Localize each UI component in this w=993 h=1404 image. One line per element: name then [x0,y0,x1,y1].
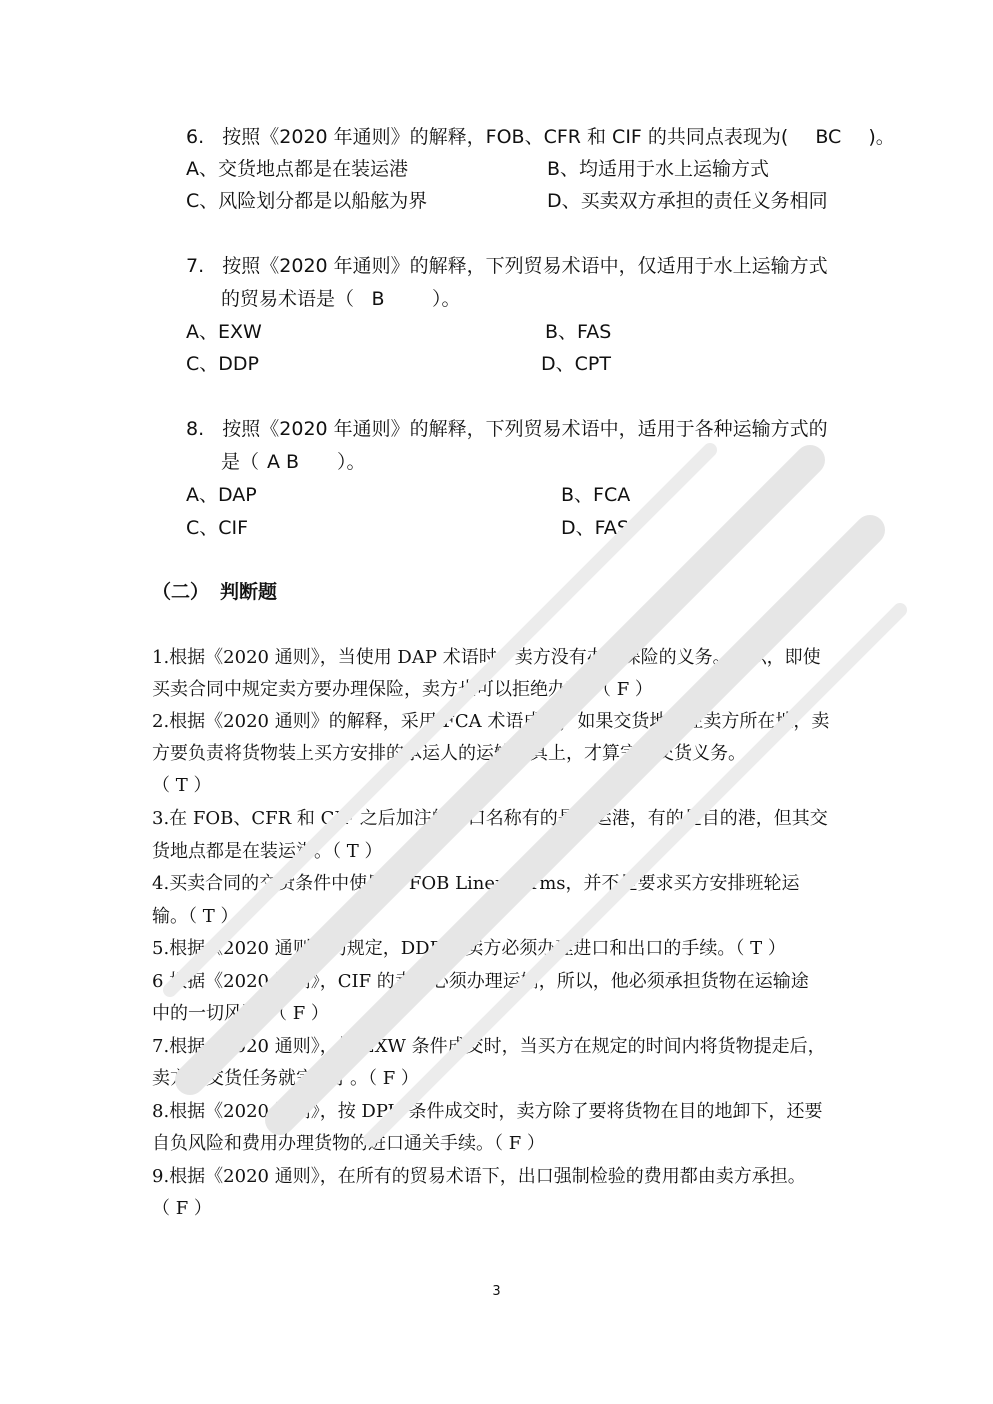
q7-text-line1: 按照《2020 年通则》的解释，下列贸易术语中，仅适用于水上运输方式 [222,255,828,277]
q6-stem [186,124,895,150]
q8-number: 8. [186,418,205,440]
q6-text-before: 按照《2020 年通则》的解释，FOB、CFR 和 CIF 的共同点表现为( [222,126,789,148]
q7-text-after: ）。 [432,288,461,310]
q6-option-c: C、风险划分都是以船舷为界 [186,190,428,212]
section-title: 判断题 [220,581,278,603]
judgment-1-line2: 买卖合同中规定卖方要办理保险，卖方也可以拒绝办理。（ F ） [152,679,653,700]
judgment-3-line2: 货地点都是在装运港。（ T ） [152,841,383,862]
q7-stem-line1 [186,253,828,279]
q8-answer: A B [266,451,300,473]
q7-option-b: B、FAS [545,321,612,343]
q7-option-a: A、EXW [186,321,262,343]
judgment-4-line2: 输。（ T ） [152,906,239,927]
q7-answer: B [371,288,385,310]
judgment-9-line2: （ F ） [152,1198,212,1219]
q8-option-a: A、DAP [186,484,257,506]
section-number: （二） [152,581,210,603]
judgment-3-line1: 3.在 FOB、CFR 和 CIF 之后加注的港口名称有的是装运港，有的是目的港，但其交 [152,808,828,829]
q8-option-d: D、FAS [561,517,629,539]
q8-stem-line2 [221,449,366,475]
judgment-2-line2: 方要负责将货物装上买方安排的承运人的运输工具上，才算完成交货义务。 [152,743,746,764]
q8-text-after: ）。 [337,451,366,473]
judgment-7-line1: 7.根据《2020 通则》，按 EXW 条件成交时，当买方在规定的时间内将货物提走后， [152,1036,826,1057]
q8-text-line1: 按照《2020 年通则》的解释，下列贸易术语中，适用于各种运输方式的 [222,418,828,440]
q8-stem-line1 [186,416,828,442]
judgment-5-line1: 5.根据《2020 通则》的规定，DDP 的卖方必须办理进口和出口的手续。（ T ） [152,938,786,959]
q7-stem-line2 [221,286,461,312]
q6-option-a: A、交货地点都是在装运港 [186,158,408,180]
section-heading [152,579,277,605]
q6-number: 6. [186,126,205,148]
q6-option-b: B、均适用于水上运输方式 [547,158,770,180]
q8-option-c: C、CIF [186,517,249,539]
judgment-6-line1: 6.根据《2020 通则》，CIF 的卖方必须办理运输，所以，他必须承担货物在运输途 [152,971,809,992]
q7-text-before: 的贸易术语是（ [221,288,355,310]
q7-option-d: D、CPT [541,353,611,375]
judgment-6-line2: 中的一切风险。（ F ） [152,1003,329,1024]
judgment-1-line1: 1.根据《2020 通则》，当使用 DAP 术语时，卖方没有办理保险的义务。所以，即使 [152,647,821,668]
judgment-4-line1: 4.买卖合同的交货条件中使用了 FOB Liner Terms，并不是要求买方安排班轮运 [152,873,800,894]
judgment-2-line1: 2.根据《2020 通则》的解释，采用 FCA 术语成交，如果交货地点在卖方所在地，卖 [152,711,830,732]
q6-option-d: D、买卖双方承担的责任义务相同 [547,190,828,212]
q6-text-after: )。 [868,126,895,148]
q8-text-before: 是（ [221,451,260,473]
q7-number: 7. [186,255,205,277]
page-number: 3 [492,1284,501,1299]
q8-option-b: B、FCA [561,484,631,506]
judgment-8-line1: 8.根据《2020 通则》，按 DPU 条件成交时，卖方除了要将货物在目的地卸下，还要 [152,1101,823,1122]
judgment-8-line2: 自负风险和费用办理货物的进口通关手续。（ F ） [152,1133,545,1154]
judgment-2-line3: （ T ） [152,775,212,796]
q6-answer: BC [815,126,842,148]
q7-option-c: C、DDP [186,353,259,375]
judgment-7-line2: 卖方的交货任务就完成了。（ F ） [152,1068,419,1089]
judgment-9-line1: 9.根据《2020 通则》，在所有的贸易术语下，出口强制检验的费用都由卖方承担。 [152,1166,806,1187]
